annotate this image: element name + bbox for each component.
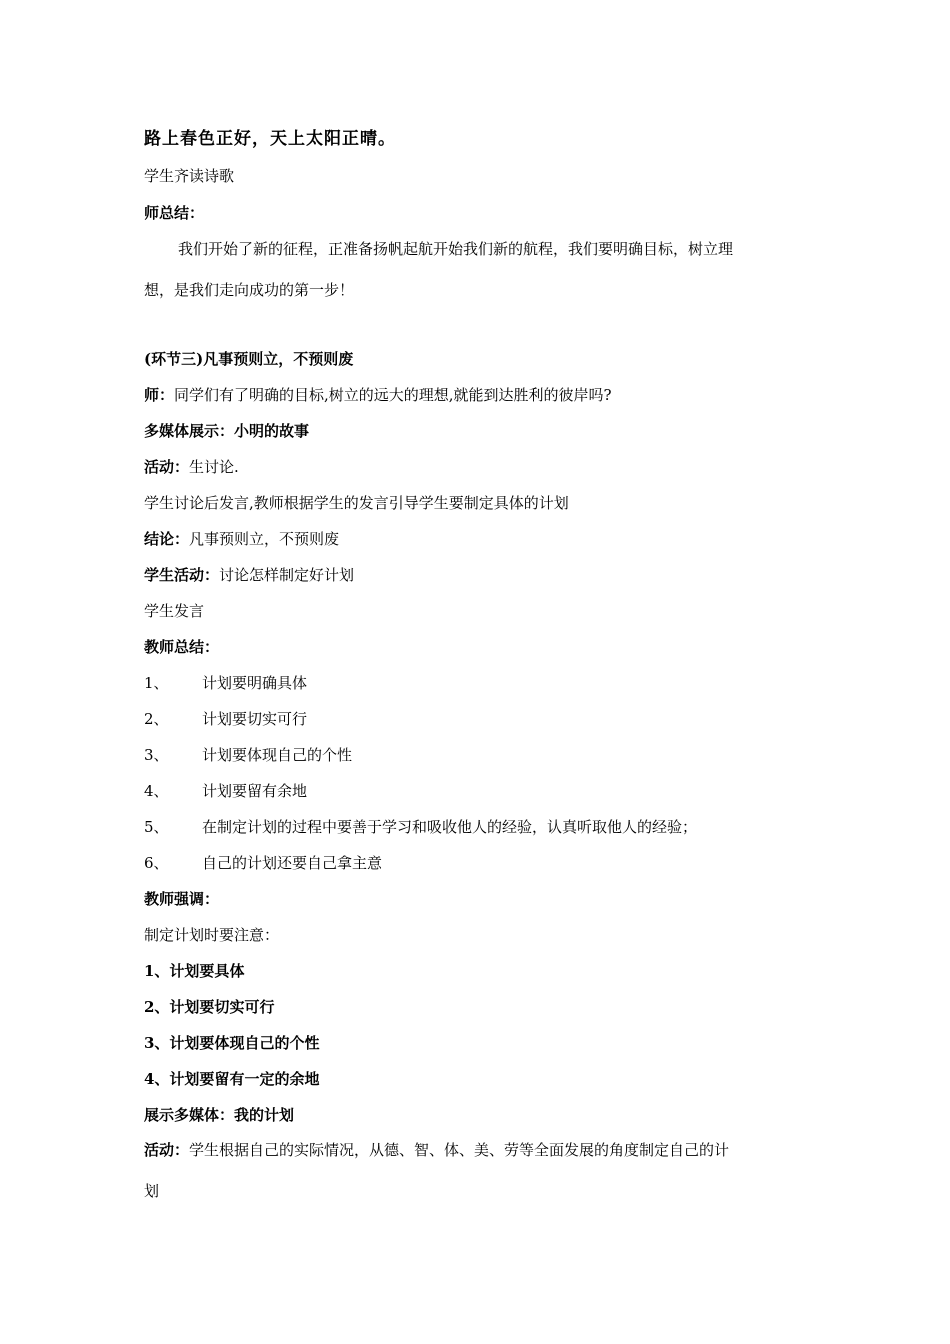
list-item-number: 5、 <box>144 818 169 836</box>
students-read-text: 学生齐读诗歌 <box>144 167 235 185</box>
activity2-line2: 划 <box>144 1182 160 1200</box>
activity1-label: 活动： <box>144 458 190 476</box>
teacher-question-label: 师： <box>144 386 175 404</box>
conclusion <box>144 529 339 549</box>
conclusion-text: 凡事预则立，不预则废 <box>189 530 340 548</box>
list-item-text: 计划要切实可行 <box>202 710 308 728</box>
teacher-summary2-label: 教师总结： <box>144 638 220 656</box>
show-media-heading: 展示多媒体：我的计划 <box>144 1106 295 1124</box>
teacher-question-text: 同学们有了明确的目标,树立的远大的理想,就能到达胜利的彼岸吗? <box>174 386 612 404</box>
attention-item: 1、计划要具体 <box>144 962 245 980</box>
list-item-number: 6、 <box>144 854 169 872</box>
list-item-number: 4、 <box>144 782 169 800</box>
list-item-text: 在制定计划的过程中要善于学习和吸收他人的经验，认真听取他人的经验； <box>202 818 698 836</box>
student-speak-text: 学生发言 <box>144 602 205 620</box>
activity1-text: 生讨论. <box>189 458 239 476</box>
list-item <box>144 745 352 765</box>
plan-attention-text: 制定计划时要注意： <box>144 926 280 944</box>
list-item-text: 计划要留有余地 <box>202 782 308 800</box>
summary-paragraph-line1: 我们开始了新的征程，正准备扬帆起航开始我们新的航程，我们要明确目标，树立理 <box>178 240 734 258</box>
list-item <box>144 673 307 693</box>
list-item-text: 计划要体现自己的个性 <box>202 746 353 764</box>
list-item <box>144 781 307 801</box>
summary-paragraph-line2: 想，是我们走向成功的第一步！ <box>144 281 355 299</box>
student-activity-text: 讨论怎样制定好计划 <box>219 566 355 584</box>
list-item <box>144 853 382 873</box>
list-item-number: 2、 <box>144 710 169 728</box>
list-item-text: 计划要明确具体 <box>202 674 308 692</box>
poem-line: 路上春色正好，天上太阳正晴。 <box>144 129 396 149</box>
attention-item: 3、计划要体现自己的个性 <box>144 1034 320 1052</box>
list-item-text: 自己的计划还要自己拿主意 <box>202 854 383 872</box>
student-activity <box>144 565 354 585</box>
teacher-emphasis-label: 教师强调： <box>144 890 220 908</box>
teacher-question <box>144 385 612 405</box>
section3-title: (环节三)凡事预则立，不预则废 <box>144 350 354 368</box>
attention-item: 4、计划要留有一定的余地 <box>144 1070 320 1088</box>
activity2-line1 <box>144 1140 729 1160</box>
activity2-label: 活动： <box>144 1141 190 1159</box>
conclusion-label: 结论： <box>144 530 190 548</box>
discussion-note: 学生讨论后发言,教师根据学生的发言引导学生要制定具体的计划 <box>144 494 569 512</box>
list-item-number: 3、 <box>144 746 169 764</box>
media-show-heading: 多媒体展示：小明的故事 <box>144 422 310 440</box>
student-activity-label: 学生活动： <box>144 566 220 584</box>
list-item <box>144 817 697 837</box>
teacher-summary-label: 师总结： <box>144 204 205 222</box>
activity2-text: 学生根据自己的实际情况，从德、智、体、美、劳等全面发展的角度制定自己的计 <box>189 1141 730 1159</box>
list-item <box>144 709 307 729</box>
activity1 <box>144 457 239 477</box>
attention-item: 2、计划要切实可行 <box>144 998 275 1016</box>
list-item-number: 1、 <box>144 674 169 692</box>
